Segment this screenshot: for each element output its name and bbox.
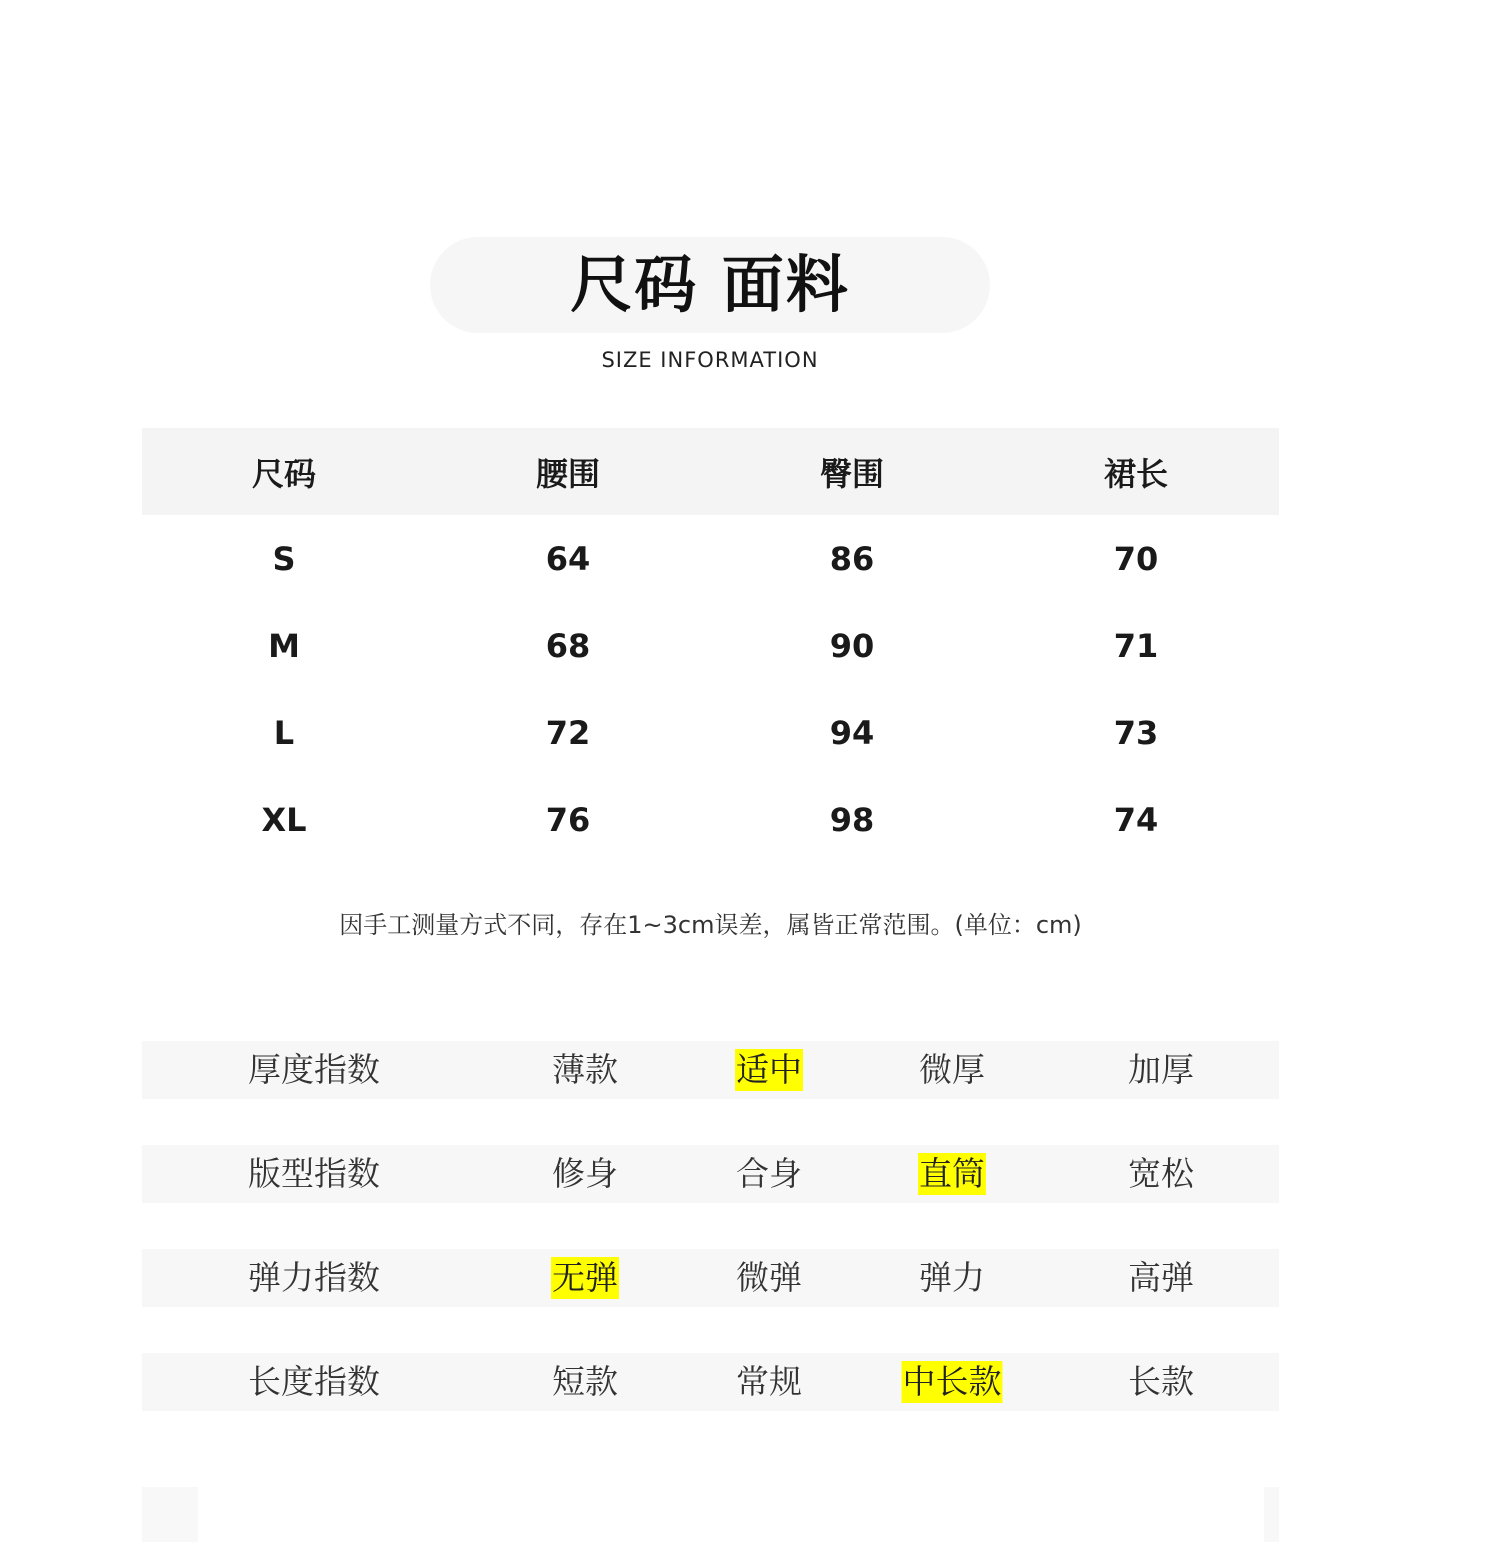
waist-cell: 64 (545, 539, 591, 578)
length-cell: 70 (1113, 539, 1159, 578)
fabric-row-label: 长度指数 (248, 1362, 380, 1401)
fabric-option: 加厚 (1128, 1050, 1194, 1089)
hip-cell: 94 (829, 713, 875, 752)
fabric-option: 合身 (736, 1154, 802, 1193)
fabric-option: 高弹 (1128, 1258, 1194, 1297)
fabric-option-selected: 适中 (736, 1050, 802, 1089)
measurement-note: 因手工测量方式不同，存在1~3cm误差，属皆正常范围。(单位：cm) (339, 911, 1082, 939)
fabric-option: 宽松 (1128, 1154, 1194, 1193)
table-row (142, 602, 1279, 689)
fabric-option: 常规 (736, 1362, 802, 1401)
waist-cell: 68 (545, 626, 591, 665)
waist-cell: 72 (545, 713, 591, 752)
fabric-row-label: 弹力指数 (248, 1258, 380, 1297)
column-header-size: 尺码 (251, 454, 316, 493)
column-header-skirt-length: 裙长 (1103, 454, 1168, 493)
hip-cell: 86 (829, 539, 875, 578)
hip-cell: 98 (829, 800, 875, 839)
size-table (142, 428, 1279, 863)
waist-cell: 76 (545, 800, 591, 839)
fabric-option: 短款 (552, 1362, 618, 1401)
column-header-hip: 臀围 (819, 454, 884, 493)
hip-cell: 90 (829, 626, 875, 665)
table-row (142, 515, 1279, 602)
table-row (142, 776, 1279, 863)
fabric-option-selected: 中长款 (902, 1362, 1002, 1401)
column-header-waist: 腰围 (535, 454, 600, 493)
length-cell: 74 (1113, 800, 1159, 839)
fabric-row-length (142, 1353, 1279, 1411)
fabric-option: 微厚 (919, 1050, 985, 1089)
fabric-row-label: 版型指数 (248, 1154, 380, 1193)
fabric-option: 薄款 (552, 1050, 618, 1089)
fabric-option: 长款 (1128, 1362, 1194, 1401)
fabric-row-fit (142, 1145, 1279, 1203)
decorative-block-right (1264, 1487, 1279, 1542)
fabric-option-selected: 直筒 (919, 1154, 985, 1193)
fabric-option-selected: 无弹 (552, 1258, 618, 1297)
length-cell: 71 (1113, 626, 1159, 665)
table-row (142, 689, 1279, 776)
fabric-option: 微弹 (736, 1258, 802, 1297)
fabric-option: 弹力 (919, 1258, 985, 1297)
size-table-header (142, 428, 1279, 515)
fabric-row-label: 厚度指数 (248, 1050, 380, 1089)
length-cell: 73 (1113, 713, 1159, 752)
page-subtitle: SIZE INFORMATION (601, 348, 819, 372)
fabric-row-elasticity (142, 1249, 1279, 1307)
size-cell: M (268, 626, 300, 665)
size-cell: L (273, 713, 295, 752)
size-cell: XL (261, 800, 307, 839)
fabric-index-table (142, 1041, 1279, 1457)
decorative-block-left (142, 1487, 198, 1542)
fabric-row-thickness (142, 1041, 1279, 1099)
page-title: 尺码 面料 (570, 248, 850, 321)
fabric-option: 修身 (552, 1154, 618, 1193)
size-cell: S (272, 539, 296, 578)
